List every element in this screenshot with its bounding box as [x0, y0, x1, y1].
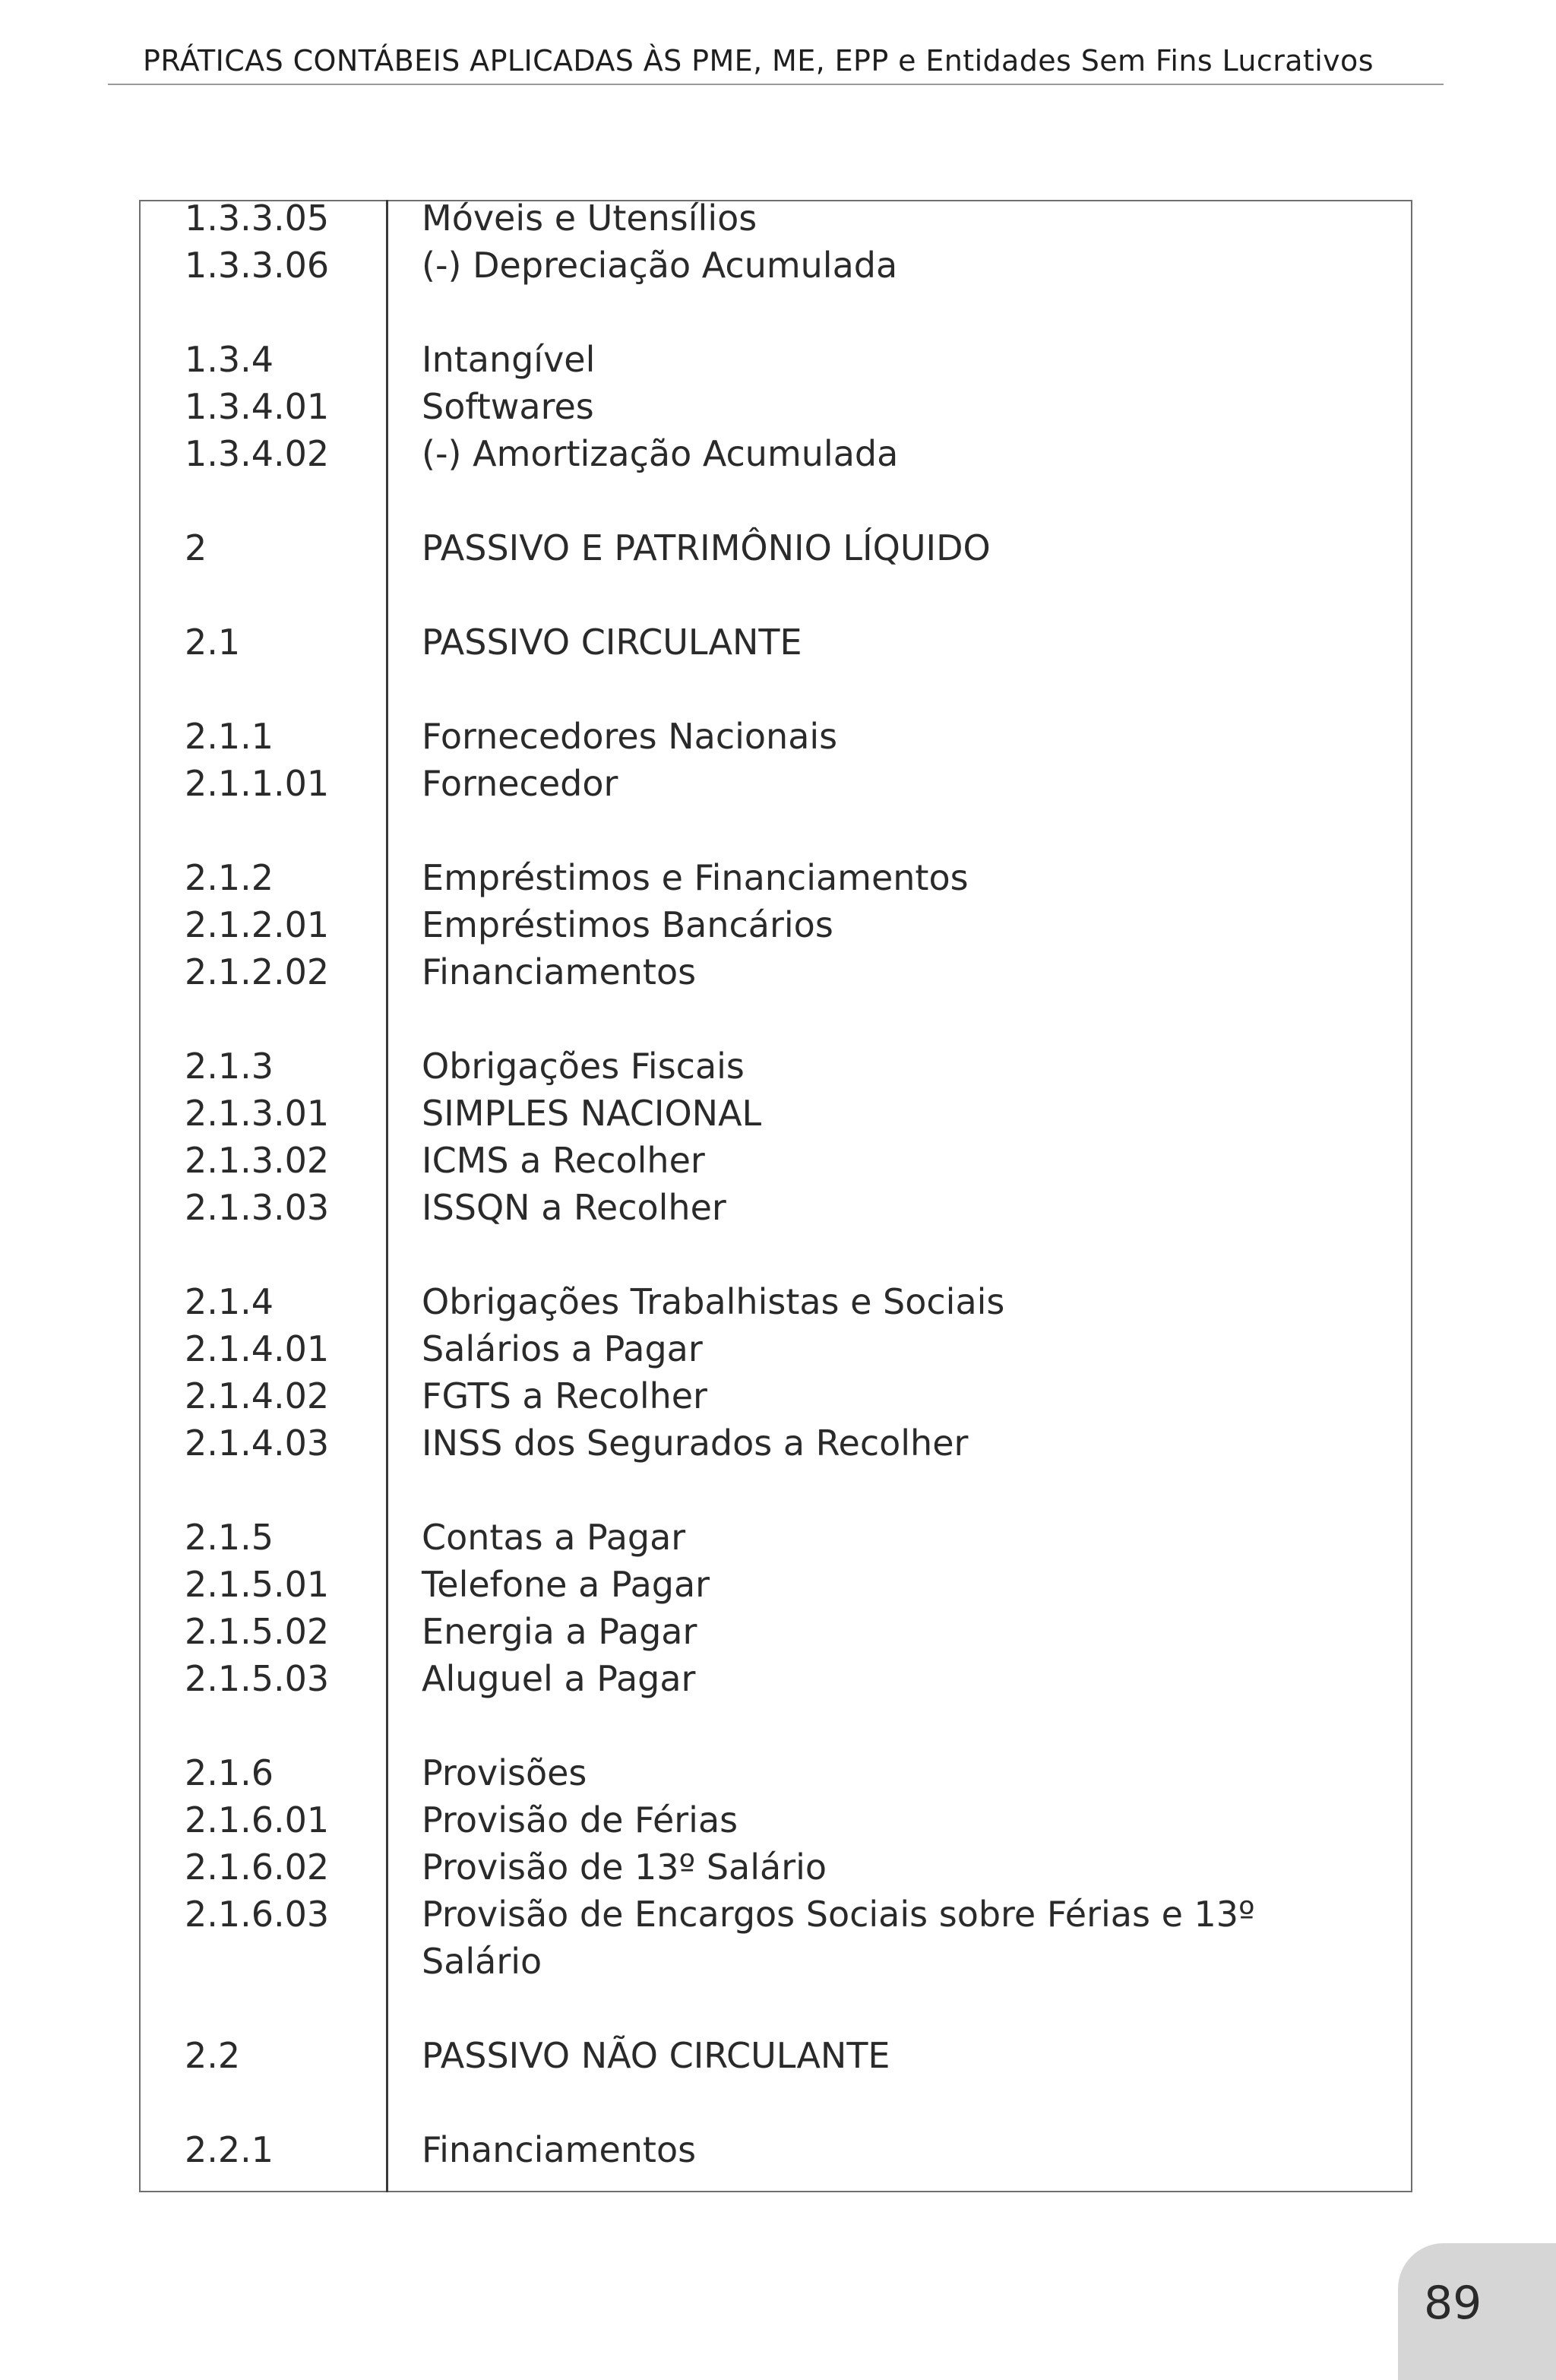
table-row: [139, 1419, 1412, 1467]
account-code: 2.2.1: [185, 2129, 274, 2170]
table-row: [139, 1938, 1412, 1985]
account-name: Empréstimos Bancários: [422, 904, 833, 945]
account-name: (-) Depreciação Acumulada: [422, 245, 898, 286]
table-row: [139, 1278, 1412, 1325]
account-name: Fornecedores Nacionais: [422, 716, 838, 757]
table-row: [139, 1325, 1412, 1372]
account-name: Intangível: [422, 339, 596, 380]
page-number: 89: [1424, 2277, 1482, 2330]
table-row: [139, 760, 1412, 807]
account-name: ISSQN a Recolher: [422, 1187, 726, 1228]
account-name: Aluguel a Pagar: [422, 1658, 696, 1699]
account-name: Provisão de Encargos Sociais sobre Férias e 13º: [422, 1894, 1255, 1935]
table-row: [139, 1372, 1412, 1419]
account-code: 1.3.3.05: [185, 198, 330, 239]
table-row: [139, 666, 1412, 713]
account-name: Provisão de 13º Salário: [422, 1847, 827, 1888]
account-name: SIMPLES NACIONAL: [422, 1093, 762, 1134]
account-name: Obrigações Fiscais: [422, 1046, 745, 1087]
table-row: [139, 948, 1412, 995]
account-name: INSS dos Segurados a Recolher: [422, 1423, 969, 1464]
account-code: 2.1.3.01: [185, 1093, 330, 1134]
table-row: [139, 713, 1412, 760]
account-name: Empréstimos e Financiamentos: [422, 857, 969, 898]
account-code: 1.3.4: [185, 339, 274, 380]
account-code: 2.1.6: [185, 1752, 274, 1793]
table-row: [139, 995, 1412, 1043]
account-name: PASSIVO E PATRIMÔNIO LÍQUIDO: [422, 527, 991, 568]
account-code: 2: [185, 527, 207, 568]
table-row: [139, 477, 1412, 524]
account-name: PASSIVO CIRCULANTE: [422, 622, 802, 663]
table-row: [139, 619, 1412, 666]
account-code: 2.1.2.02: [185, 951, 330, 992]
account-name: Salários a Pagar: [422, 1328, 703, 1369]
table-row: [139, 1043, 1412, 1090]
table-row: [139, 807, 1412, 854]
account-name: Telefone a Pagar: [422, 1564, 710, 1605]
account-code: 2.1.1: [185, 716, 274, 757]
account-name: Salário: [422, 1941, 542, 1982]
account-name: PASSIVO NÃO CIRCULANTE: [422, 2035, 890, 2076]
table-row: [139, 383, 1412, 430]
account-code: 2.1.6.01: [185, 1799, 330, 1840]
table-row: [139, 2079, 1412, 2126]
table-row: [139, 1891, 1412, 1938]
table-row: [139, 1184, 1412, 1231]
account-name: Contas a Pagar: [422, 1517, 686, 1558]
table-row: [139, 854, 1412, 901]
account-name: FGTS a Recolher: [422, 1375, 707, 1416]
account-name: Obrigações Trabalhistas e Sociais: [422, 1281, 1005, 1322]
account-name: ICMS a Recolher: [422, 1140, 705, 1181]
account-name: (-) Amortização Acumulada: [422, 433, 899, 474]
header-rule: [108, 84, 1444, 85]
table-row: [139, 571, 1412, 619]
table-row: [139, 524, 1412, 571]
account-code: 2.1.3.02: [185, 1140, 330, 1181]
table-row: [139, 2032, 1412, 2079]
account-code: 2.1: [185, 622, 241, 663]
running-header: PRÁTICAS CONTÁBEIS APLICADAS ÀS PME, ME, EPP e Entidades Sem Fins Lucrativos: [143, 44, 1374, 78]
account-code: 2.1.3: [185, 1046, 274, 1087]
account-code: 2.1.4.02: [185, 1375, 330, 1416]
table-row: [139, 1749, 1412, 1796]
table-row: [139, 336, 1412, 383]
account-code: 1.3.4.01: [185, 386, 330, 427]
table-row: [139, 1467, 1412, 1514]
account-name: Energia a Pagar: [422, 1611, 697, 1652]
table-row: [139, 430, 1412, 477]
table-row: [139, 901, 1412, 948]
account-code: 2.1.4: [185, 1281, 274, 1322]
table-row: [139, 1702, 1412, 1749]
table-row: [139, 289, 1412, 336]
account-name: Provisão de Férias: [422, 1799, 738, 1840]
account-rows: [139, 195, 1412, 2173]
account-code: 1.3.4.02: [185, 433, 330, 474]
account-name: Móveis e Utensílios: [422, 198, 757, 239]
table-row: [139, 1985, 1412, 2032]
account-code: 2.2: [185, 2035, 241, 2076]
account-code: 2.1.5.03: [185, 1658, 330, 1699]
account-code: 2.1.5.02: [185, 1611, 330, 1652]
account-code: 2.1.2.01: [185, 904, 330, 945]
table-row: [139, 1796, 1412, 1844]
account-code: 2.1.6.03: [185, 1894, 330, 1935]
table-row: [139, 242, 1412, 289]
account-code: 2.1.1.01: [185, 763, 330, 804]
table-row: [139, 1231, 1412, 1278]
account-code: 2.1.5.01: [185, 1564, 330, 1605]
account-name: Provisões: [422, 1752, 587, 1793]
table-row: [139, 1090, 1412, 1137]
table-row: [139, 1844, 1412, 1891]
table-row: [139, 1561, 1412, 1608]
account-code: 2.1.4.03: [185, 1423, 330, 1464]
account-name: Financiamentos: [422, 951, 697, 992]
account-code: 1.3.3.06: [185, 245, 330, 286]
account-code: 2.1.6.02: [185, 1847, 330, 1888]
table-row: [139, 1137, 1412, 1184]
account-name: Financiamentos: [422, 2129, 697, 2170]
account-code: 2.1.5: [185, 1517, 274, 1558]
account-code: 2.1.3.03: [185, 1187, 330, 1228]
account-name: Fornecedor: [422, 763, 618, 804]
account-code: 2.1.4.01: [185, 1328, 330, 1369]
table-row: [139, 195, 1412, 242]
table-row: [139, 1608, 1412, 1655]
account-name: Softwares: [422, 386, 594, 427]
table-row: [139, 2126, 1412, 2173]
table-row: [139, 1514, 1412, 1561]
account-code: 2.1.2: [185, 857, 274, 898]
table-row: [139, 1655, 1412, 1702]
